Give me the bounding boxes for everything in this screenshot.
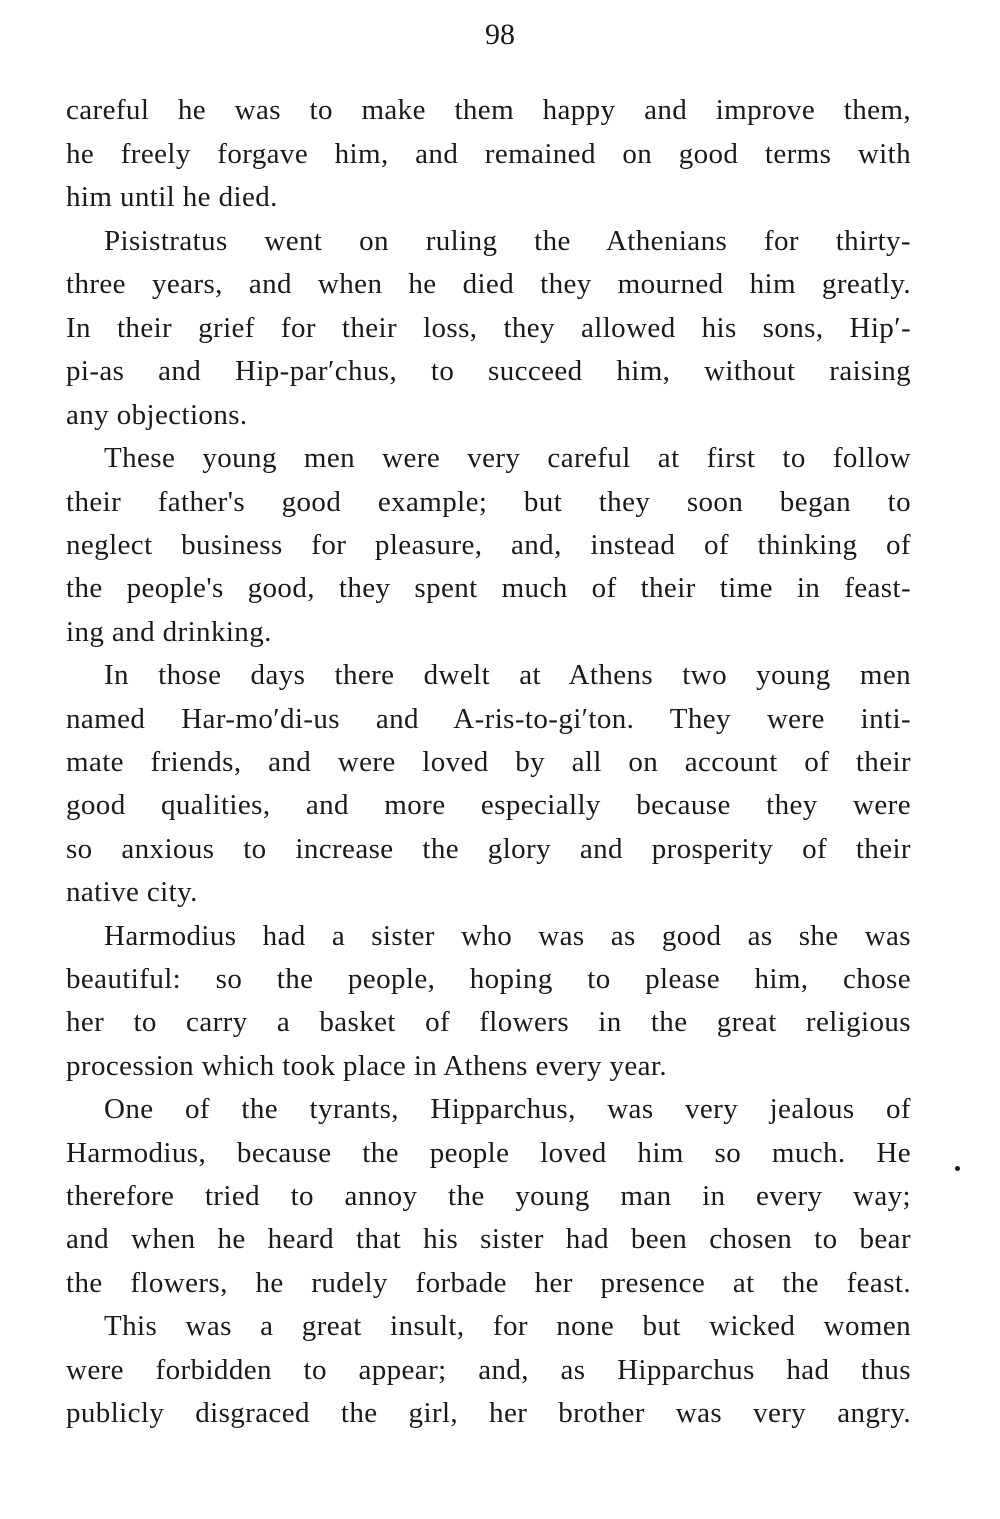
text-line: ing and drinking.: [66, 616, 272, 648]
text-line: him until he died.: [66, 181, 278, 213]
text-line: good qualities, and more especially because they were: [66, 789, 911, 821]
page-number: 98: [485, 18, 515, 51]
text-line: the people's good, they spent much of their time in feast-: [66, 572, 911, 604]
text-line: beautiful: so the people, hoping to please him, chose: [66, 963, 911, 995]
text-line: neglect business for pleasure, and, instead of thinking of: [66, 529, 911, 561]
text-line: and when he heard that his sister had been chosen to bear: [66, 1223, 911, 1255]
text-line: publicly disgraced the girl, her brother was very angry.: [66, 1397, 911, 1429]
text-line: Harmodius, because the people loved him so much. He: [66, 1137, 911, 1169]
text-line: Harmodius had a sister who was as good as she was: [104, 920, 911, 952]
text-line: This was a great insult, for none but wicked women: [104, 1310, 911, 1342]
ink-speck: [955, 1166, 960, 1171]
text-line: their father's good example; but they soon began to: [66, 486, 911, 518]
text-line: he freely forgave him, and remained on good terms with: [66, 138, 911, 170]
text-line: These young men were very careful at first to follow: [104, 442, 911, 474]
text-line: pi-as and Hip-par′chus, to succeed him, without raising: [66, 355, 911, 387]
text-line: her to carry a basket of flowers in the great religious: [66, 1006, 911, 1038]
text-line: were forbidden to appear; and, as Hipparchus had thus: [66, 1354, 911, 1386]
text-line: In their grief for their loss, they allowed his sons, Hip′-: [66, 312, 911, 344]
text-line: procession which took place in Athens every year.: [66, 1050, 668, 1082]
text-line: native city.: [66, 876, 198, 908]
text-line: so anxious to increase the glory and prosperity of their: [66, 833, 911, 865]
text-line: careful he was to make them happy and improve them,: [66, 94, 911, 126]
text-line: three years, and when he died they mourned him greatly.: [66, 268, 911, 300]
text-line: therefore tried to annoy the young man in every way;: [66, 1180, 911, 1212]
text-line: the flowers, he rudely forbade her presence at the feast.: [66, 1267, 911, 1299]
text-line: named Har-mo′di-us and A-ris-to-gi′ton. They were inti-: [66, 703, 911, 735]
text-line: mate friends, and were loved by all on account of their: [66, 746, 911, 778]
text-line: any objections.: [66, 399, 248, 431]
text-line: In those days there dwelt at Athens two young men: [104, 659, 911, 691]
text-line: One of the tyrants, Hipparchus, was very jealous of: [104, 1093, 911, 1125]
text-line: Pisistratus went on ruling the Athenians for thirty-: [104, 225, 911, 257]
